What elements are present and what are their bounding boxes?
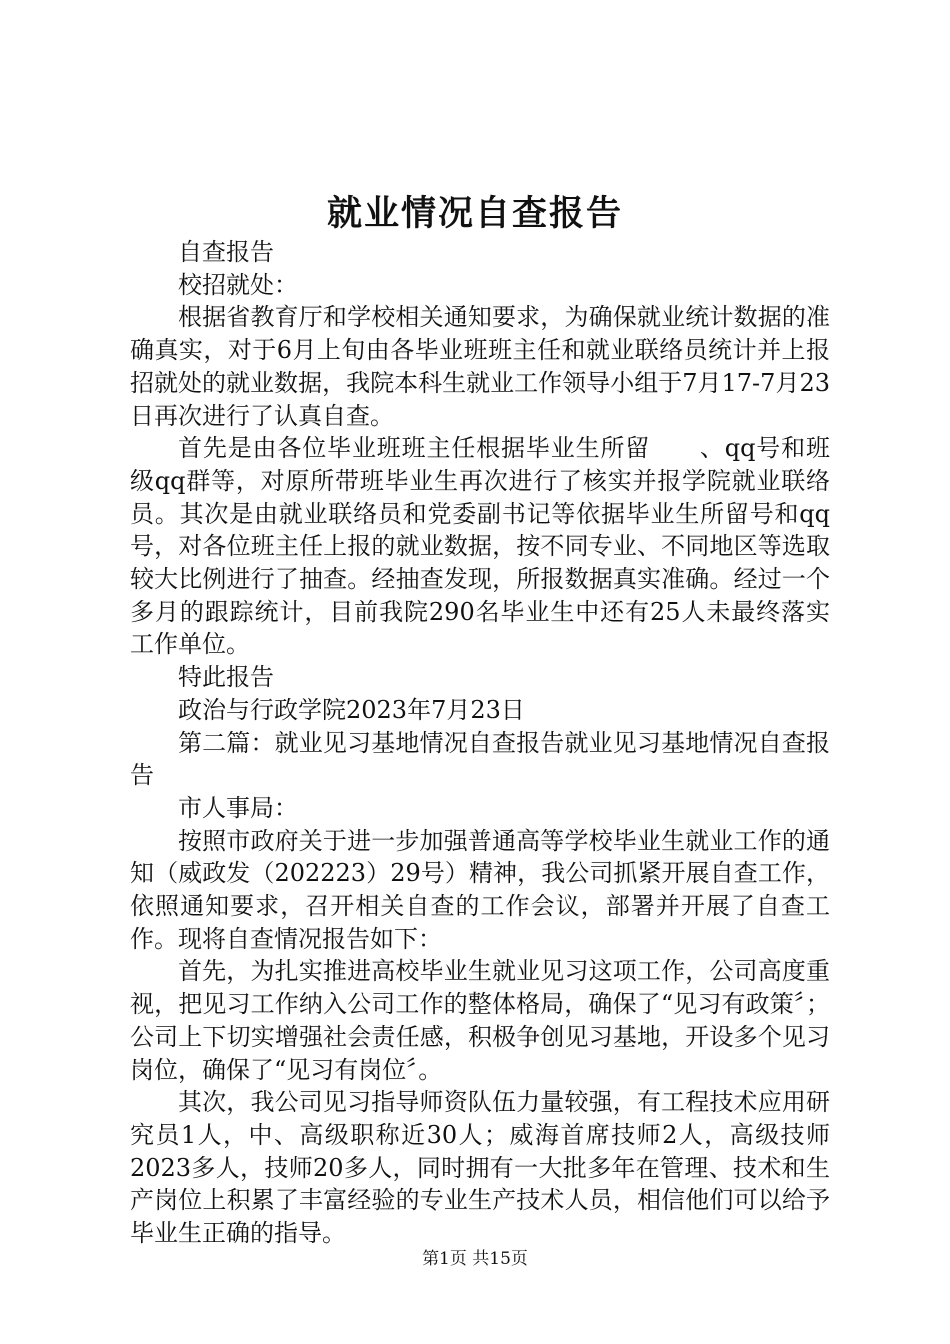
page-footer: 第1页 共15页 <box>422 1249 528 1269</box>
paragraph: 校招就处： <box>178 270 298 299</box>
paragraph: 根据省教育厅和学校相关通知要求，为确保就业统计数据的准确真实，对于6月上旬由各毕业班班主任和就业联络员统计并上报招就处的就业数据，我院本科生就业工作领导小组于7月17-7月23日再次进行了认真自查。 <box>130 303 830 430</box>
paragraph: 第二篇：就业见习基地情况自查报告就业见习基地情况自查报告 <box>130 728 830 790</box>
document-body <box>130 236 830 1250</box>
paragraph: 特此报告 <box>178 663 274 692</box>
paragraph: 市人事局： <box>178 793 298 822</box>
paragraph: 政治与行政学院2023年7月23日 <box>178 695 525 724</box>
paragraph: 首先，为扎实推进高校毕业生就业见习这项工作，公司高度重视，把见习工作纳入公司工作的整体格局，确保了“见习有政策〞；公司上下切实增强社会责任感，积极争创见习基地，开设多个见习岗位，确保了“见习有岗位〞。 <box>130 957 830 1084</box>
paragraph: 自查报告 <box>178 238 274 266</box>
document-title: 就业情况自查报告 <box>326 193 623 234</box>
paragraph: 按照市政府关于进一步加强普通高等学校毕业生就业工作的通知（威政发（202223）29号）精神，我公司抓紧开展自查工作，依照通知要求，召开相关自查的工作会议，部署并开展了自查工作。现将自查情况报告如下： <box>130 826 830 953</box>
paragraph: 其次，我公司见习指导师资队伍力量较强，有工程技术应用研究员1人，中、高级职称近30人；威海首席技师2人，高级技师2023多人，技师20多人，同时拥有一大批多年在管理、技术和生产岗位上积累了丰富经验的专业生产技术人员，相信他们可以给予毕业生正确的指导。 <box>130 1088 830 1248</box>
paragraph: 首先是由各位毕业班班主任根据毕业生所留 、qq号和班级qq群等，对原所带班毕业生再次进行了核实并报学院就业联络员。其次是由就业联络员和党委副书记等依据毕业生所留号和qq号，对各位班主任上报的就业数据，按不同专业、不同地区等选取较大比例进行了抽查。经抽查发现，所报数据真实准确。经过一个多月的跟踪统计，目前我院290名毕业生中还有25人未最终落实工作单位。 <box>130 434 830 659</box>
